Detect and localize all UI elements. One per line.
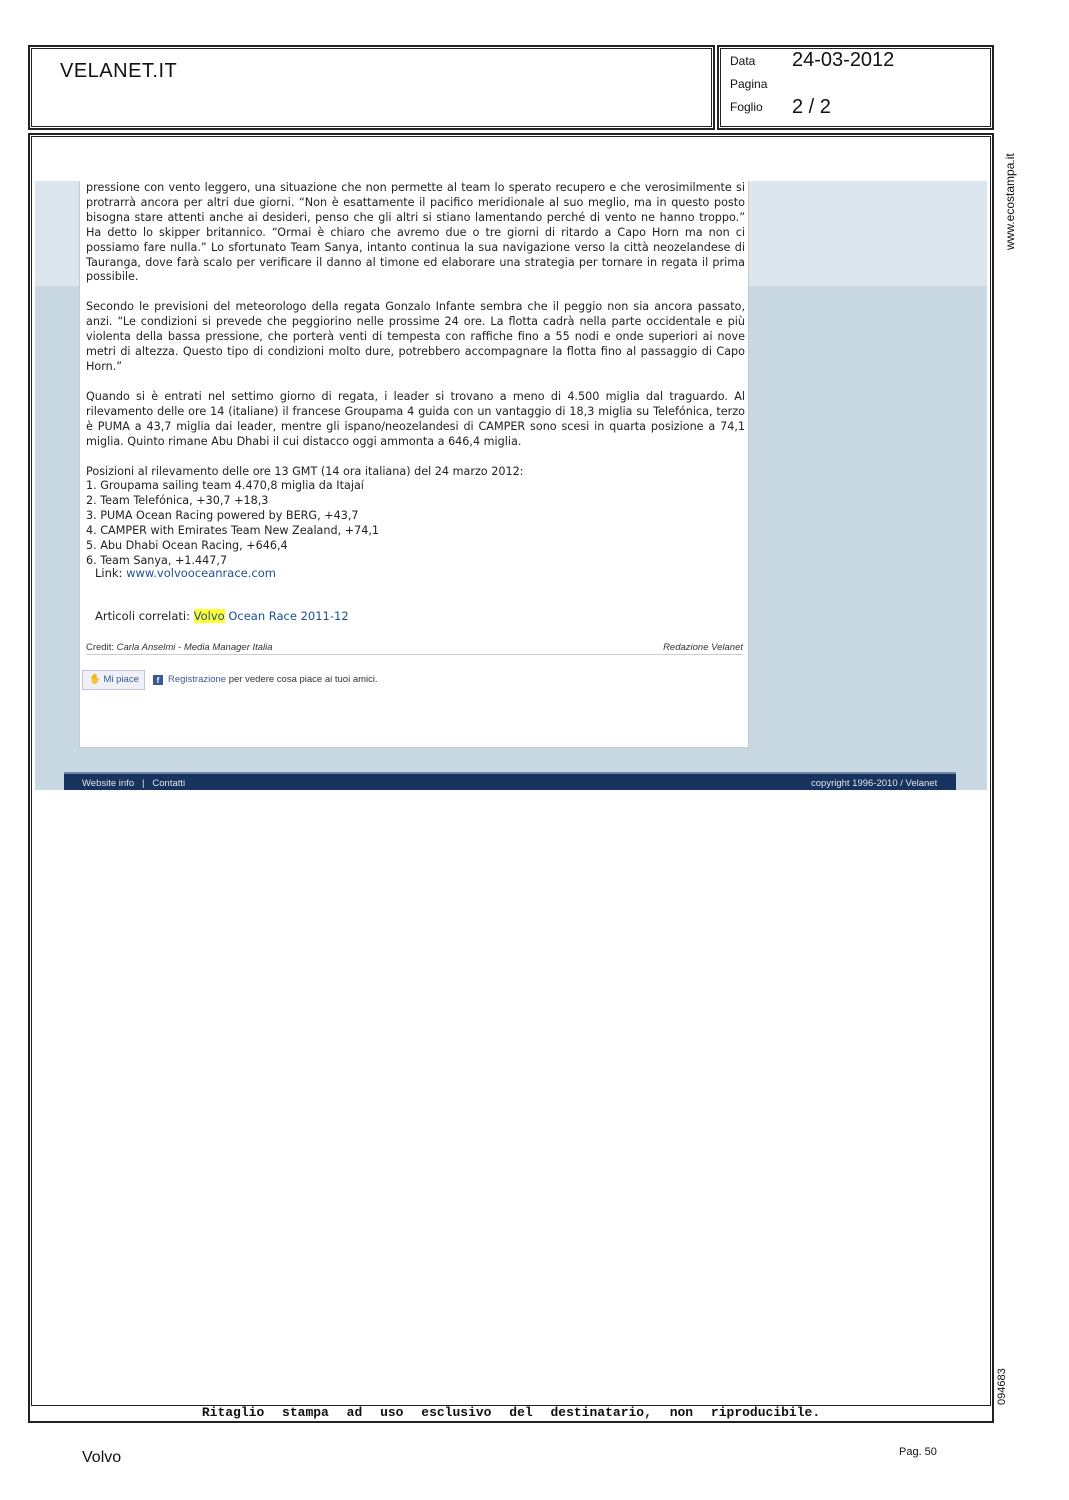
side-code: 094683 xyxy=(996,1368,1008,1405)
pagina-label: Pagina xyxy=(730,77,768,91)
data-label: Data xyxy=(730,54,756,68)
site-footer-links[interactable]: Website info | Contatti xyxy=(82,778,186,789)
credit-label: Credit: xyxy=(86,642,114,653)
credit-row xyxy=(86,642,743,655)
standings-list xyxy=(86,479,745,568)
related-articles xyxy=(95,609,349,623)
standings-item: 3. PUMA Ocean Racing powered by BERG, +43,7 xyxy=(86,509,359,523)
link-label: Link: xyxy=(95,566,123,580)
article-paragraph: Secondo le previsioni del meteorologo della regata Gonzalo Infante sembra che il peggio non sia ancora passato, anzi. “Le condizioni si prevede che peggiorino nelle prossime 24 ore. La flotta cadrà nella parte occidentale e più violenta della bassa pressione, che porterà venti di tempesta con raffiche fino a 55 nodi e onde superiori ai nove metri di altezza. Questo tipo di condizioni molto dure, potrebbero accompagnare la flotta fino al passaggio di Capo Horn.” xyxy=(86,300,745,373)
volvo-ocean-race-link[interactable]: www.volvooceanrace.com xyxy=(126,566,276,580)
facebook-signup-text xyxy=(168,674,378,685)
credit-value: Carla Anselmi - Media Manager Italia xyxy=(116,642,273,653)
standings-item: 5. Abu Dhabi Ocean Racing, +646,4 xyxy=(86,539,288,553)
article-paragraph: Quando si è entrati nel settimo giorno di regata, i leader si trovano a meno di 4.500 miglia dal traguardo. Al rilevamento delle ore 14 (italiane) il francese Groupama 4 guida con un vantaggio di 18,3 miglia su Telefónica, terzo è PUMA a 43,7 miglia dai leader, mentre gli ispano/neozelandesi di CAMPER sono scesi in quarta posizione a 74,1 miglia. Quinto rimane Abu Dhabi il cui distacco oggi ammonta a 646,4 miglia. xyxy=(86,389,745,448)
redazione-label: Redazione Velanet xyxy=(663,642,743,653)
disclaimer: Ritaglio stampa ad uso esclusivo del destinatario, non riproducibile. xyxy=(201,1405,821,1420)
standings-item: 2. Team Telefónica, +30,7 +18,3 xyxy=(86,494,269,508)
related-article-link[interactable] xyxy=(194,609,349,623)
article-paragraph: pressione con vento leggero, una situazione che non permette al team lo sperato recupero e che verosimilmente si protrarrà ancora per altri due giorni. “Non è esattamente il pacifico meridionale al suo meglio, ma in questo posto bisogna stare attenti anche ai desideri, penso che gli altri si stiano lamentando perché di vento ne hanno troppo.” Ha detto lo skipper britannico. “Ormai è chiaro che avremo due o tre giorni di ritardo a Capo Horn ma non ci possiamo fare nulla.” Lo sfortunato Team Sanya, intanto continua la sua navigazione verso la città neozelandese di Tauranga, dove farà scalo per verificare il danno al timone ed elaborare una strategia per tornare in regata il prima possibile. xyxy=(86,181,745,284)
thumbs-up-icon: ✋ xyxy=(89,674,101,685)
standings-item: 6. Team Sanya, +1.447,7 xyxy=(86,553,228,567)
article-body xyxy=(86,181,745,569)
data-value: 24-03-2012 xyxy=(792,49,895,71)
side-url: www.ecostampa.it xyxy=(1003,153,1017,250)
keyword-label: Volvo xyxy=(82,1449,122,1466)
site-footer-copyright: copyright 1996-2010 / Velanet xyxy=(811,778,938,789)
related-label: Articoli correlati: xyxy=(95,609,190,623)
source-title: VELANET.IT xyxy=(60,60,178,82)
link-line xyxy=(95,566,276,580)
foglio-value: 2 / 2 xyxy=(792,96,831,118)
like-button-label: Mi piace xyxy=(103,674,139,685)
facebook-signup-rest: per vedere cosa piace ai tuoi amici. xyxy=(228,674,378,685)
standings-intro: Posizioni al rilevamento delle ore 13 GMT (14 ora italiana) del 24 marzo 2012: xyxy=(86,464,524,478)
foglio-label: Foglio xyxy=(730,100,763,114)
registrazione-link[interactable]: Registrazione xyxy=(168,674,227,685)
standings-item: 4. CAMPER with Emirates Team New Zealand, +74,1 xyxy=(86,524,380,538)
page-number: Pag. 50 xyxy=(899,1446,937,1458)
standings-item: 1. Groupama sailing team 4.470,8 miglia da Itajaí xyxy=(86,479,364,493)
facebook-icon: f xyxy=(153,675,163,685)
highlighted-keyword: Volvo xyxy=(193,609,225,623)
related-link-text: Ocean Race 2011-12 xyxy=(228,609,349,623)
like-button[interactable] xyxy=(82,670,145,690)
